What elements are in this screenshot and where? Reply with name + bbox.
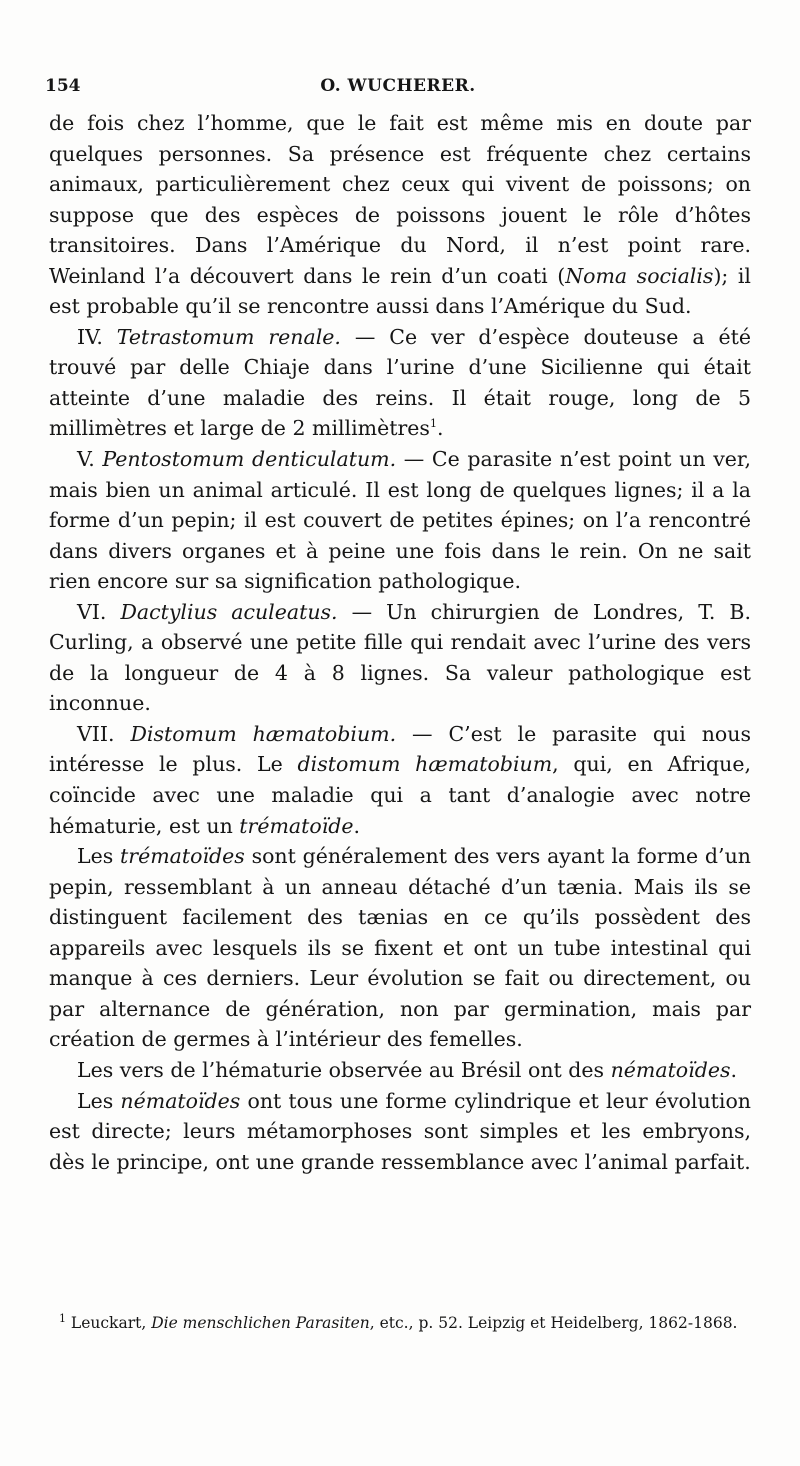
paragraph-text: . xyxy=(436,416,444,441)
taxon-term: nématoïdes xyxy=(610,1057,731,1082)
paragraph-text: Les vers de l’hématurie observée au Brésil ont des xyxy=(77,1057,611,1082)
paragraph-text: , qui, en Afrique, coïncide avec une maladie qui a tant d’analogie avec notre hématurie, est un xyxy=(49,752,751,838)
section-pentostomum xyxy=(49,444,751,597)
paragraph-text: — Un chirurgien de Londres, T. B. Curling, a observé une petite fille qui rendait avec l’urine des vers de la longueur de 4 à 8 lignes. Sa valeur pathologique est inconnue. xyxy=(49,599,751,716)
paragraph-text: ); il est probable qu’il se rencontre aussi dans l’Amérique du Sud. xyxy=(49,263,751,319)
section-numeral: VI. xyxy=(77,599,121,624)
paragraph-nematoides xyxy=(49,1086,751,1178)
footnote-text: , etc., p. 52. Leipzig et Heidelberg, 1862-1868. xyxy=(369,1314,738,1332)
footnote xyxy=(49,1311,751,1335)
section-numeral: VII. xyxy=(77,721,131,746)
taxon-term: trématoïdes xyxy=(120,844,245,869)
main-text xyxy=(49,108,751,1177)
running-head xyxy=(45,76,751,102)
paragraph-text: . xyxy=(730,1057,738,1082)
paragraph-text: Les xyxy=(77,1088,121,1113)
page-number: 154 xyxy=(45,76,81,96)
species-name: Dactylius aculeatus. xyxy=(120,599,338,624)
paragraph-text: . xyxy=(353,813,361,838)
paragraph-text: de fois chez l’homme, que le fait est même mis en doute par quelques personnes. Sa présence est fréquente chez certains animaux, particulièrement chez ceux qui vivent de poissons; on suppose que des espèces de poissons jouent le rôle d’hôtes transitoires. Dans l’Amérique du Nord, il n’est point rare. Weinland l’a découvert dans le rein d’un coati ( xyxy=(49,111,751,288)
taxon-term: nématoïdes xyxy=(120,1088,241,1113)
paragraph-bresil xyxy=(49,1055,751,1086)
footnote-title: Die menschlichen Parasiten xyxy=(151,1314,370,1332)
species-name: Distomum hæmatobium. xyxy=(130,721,397,746)
paragraph-continuation xyxy=(49,108,751,322)
section-numeral: IV. xyxy=(77,324,117,349)
paragraph-text: — C’est le parasite qui nous intéresse le plus. Le xyxy=(49,721,751,777)
footnotes xyxy=(49,1311,751,1335)
section-numeral: V. xyxy=(77,447,103,472)
taxon-term: trématoïde xyxy=(239,813,354,838)
section-tetrastomum xyxy=(49,322,751,444)
species-name: Noma socialis xyxy=(565,263,714,288)
paragraph-text: sont généralement des vers ayant la forme d’un pepin, ressemblant à un anneau détaché d’un tænia. Mais ils se distinguent facilement des tænias en ce qu’ils possèdent des appareils avec lesquels ils se fixent et ont un tube intestinal qui manque à ces derniers. Leur évolution se fait ou directement, ou par alternance de génération, non par germination, mais par création de germes à l’intérieur des femelles. xyxy=(49,844,751,1052)
section-distomum xyxy=(49,719,751,841)
footnote-mark: 1 xyxy=(59,1311,66,1325)
paragraph-text: ont tous une forme cylindrique et leur évolution est directe; leurs métamorphoses sont simples et les embryons, dès le principe, ont une grande ressemblance avec l’animal parfait. xyxy=(49,1088,751,1174)
species-name: distomum hæmatobium xyxy=(297,752,553,777)
species-name: Pentostomum denticulatum. xyxy=(102,447,397,472)
paragraph-text: Les xyxy=(77,844,121,869)
paragraph-trematoides xyxy=(49,841,751,1055)
paragraph-text: — Ce parasite n’est point un ver, mais bien un animal articulé. Il est long de quelques lignes; il a la forme d’un pepin; il est couvert de petites épines; on l’a rencontré dans divers organes et à peine une fois dans le rein. On ne sait rien encore sur sa signification pathologique. xyxy=(49,447,751,594)
section-dactylius xyxy=(49,597,751,719)
running-title: O. WUCHERER. xyxy=(320,76,476,96)
species-name: Tetrastomum renale. xyxy=(116,324,341,349)
paragraph-text: — Ce ver d’espèce douteuse a été trouvé par delle Chiaje dans l’urine d’une Sicilienne qui était atteinte d’une maladie des reins. Il était rouge, long de 5 millimètres et large de 2 millimètres xyxy=(49,324,751,441)
footnote-author: Leuckart, xyxy=(66,1314,152,1332)
footnote-reference: 1 xyxy=(429,417,437,431)
